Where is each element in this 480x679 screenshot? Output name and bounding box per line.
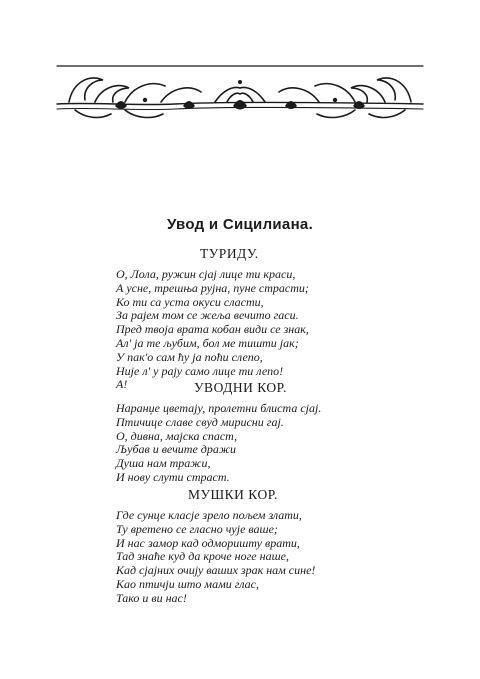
verse-line: За рајем том се жеља вечито гаси. (116, 308, 299, 323)
section-turidu (116, 246, 376, 392)
verse-line: Ту вретено се гласно чује ваше; (116, 521, 278, 536)
verse-line: И нас замор кад одморишту врати, (116, 535, 300, 550)
section-male-chorus (116, 487, 376, 606)
verse-line: Као птичји што мами глас, (116, 576, 259, 591)
section-heading: УВОДНИ КОР. (194, 380, 287, 395)
verse-line: Душа нам тражи, (116, 456, 211, 471)
verse-line: О, дивна, мајска спаст, (116, 428, 238, 443)
verse-line: Љубав и вечите дражи (116, 442, 237, 457)
verse-line: Тад знаће куд да кроче ноге наше, (116, 549, 289, 564)
verse-line: Тако и ви нас! (116, 590, 187, 605)
verse-line: Пред твоја врата кобан види се знак, (116, 322, 309, 337)
verse-line: У пак'о сам ћу ја поћи слепо, (116, 349, 263, 364)
verse-line: А усне, трешња рујна, пуне страсти; (116, 280, 309, 295)
verse-line: Ко ти са уста окуси сласти, (116, 294, 264, 309)
verse-line: Није л' у рају само лице ти лепо! (116, 363, 284, 378)
verse-line: Птичице славе свуд мирисни гај. (116, 414, 284, 429)
verse-line: Ал' ја те љубим, бол ме тишти јак; (116, 335, 299, 350)
decorative-ornament-headpiece (55, 62, 425, 122)
section-heading: МУШКИ КОР. (188, 487, 278, 502)
verse-line: Кад сјајних очију ваших зрак нам сине! (116, 563, 316, 578)
verse-line: А! (116, 377, 128, 392)
verse-line: О, Лола, ружин сјај лице ти краси, (116, 267, 296, 281)
verse-line: Где сунце класје зрело пољем злати, (116, 508, 302, 522)
section-heading: ТУРИДУ. (200, 246, 259, 261)
section-introductory-chorus (116, 377, 376, 485)
verse-line: Наранџе цветају, пролетни блиста сјај. (116, 401, 322, 415)
page-title: Увод и Сицилиана. (166, 216, 314, 233)
verse-line: И нову слути страст. (116, 469, 230, 484)
